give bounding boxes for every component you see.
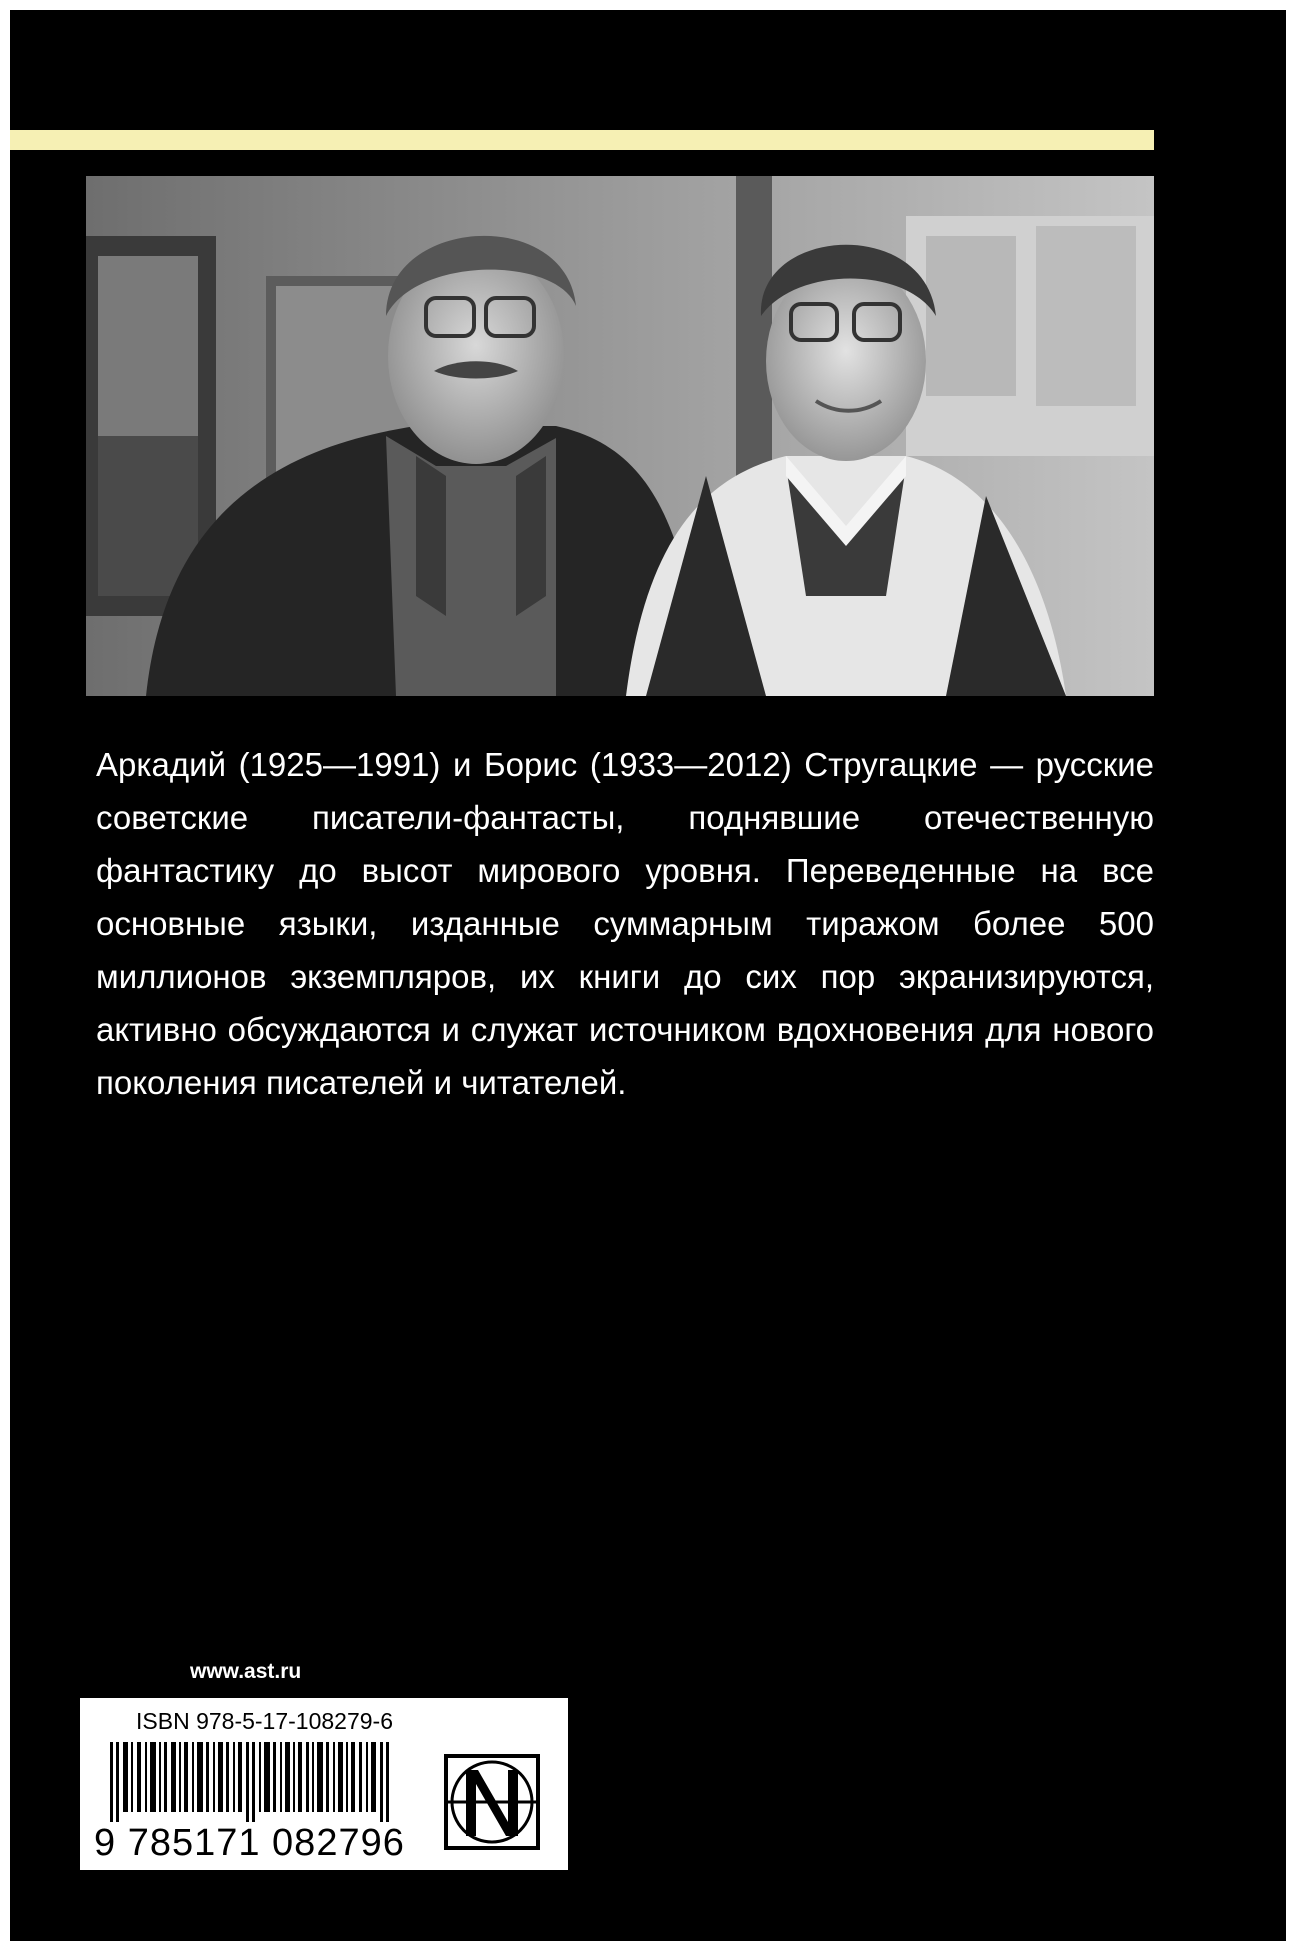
- publisher-logo: [442, 1752, 542, 1852]
- barcode-box: [80, 1698, 568, 1870]
- barcode-digits: 9 785171 082796: [94, 1822, 405, 1864]
- accent-stripe: [10, 130, 1154, 150]
- isbn-number: ISBN 978-5-17-108279-6: [136, 1708, 393, 1734]
- authors-bio: Аркадий (1925—1991) и Борис (1933—2012) Стругацкие — русские советские писатели-фантасты, поднявшие отечественную фантастику до высот мирового уровня. Переведенные на все основные языки, изданные суммарным тиражом более 500 миллионов экземпляров, их книги до сих пор экранизируются, активно обсуждаются и служат источником вдохновения для нового поколения писателей и читателей.: [96, 746, 1154, 1101]
- publisher-website: www.ast.ru: [190, 1660, 302, 1683]
- author-photo: [86, 176, 1154, 696]
- barcode-bars: [96, 1742, 416, 1822]
- back-cover: [10, 10, 1286, 1941]
